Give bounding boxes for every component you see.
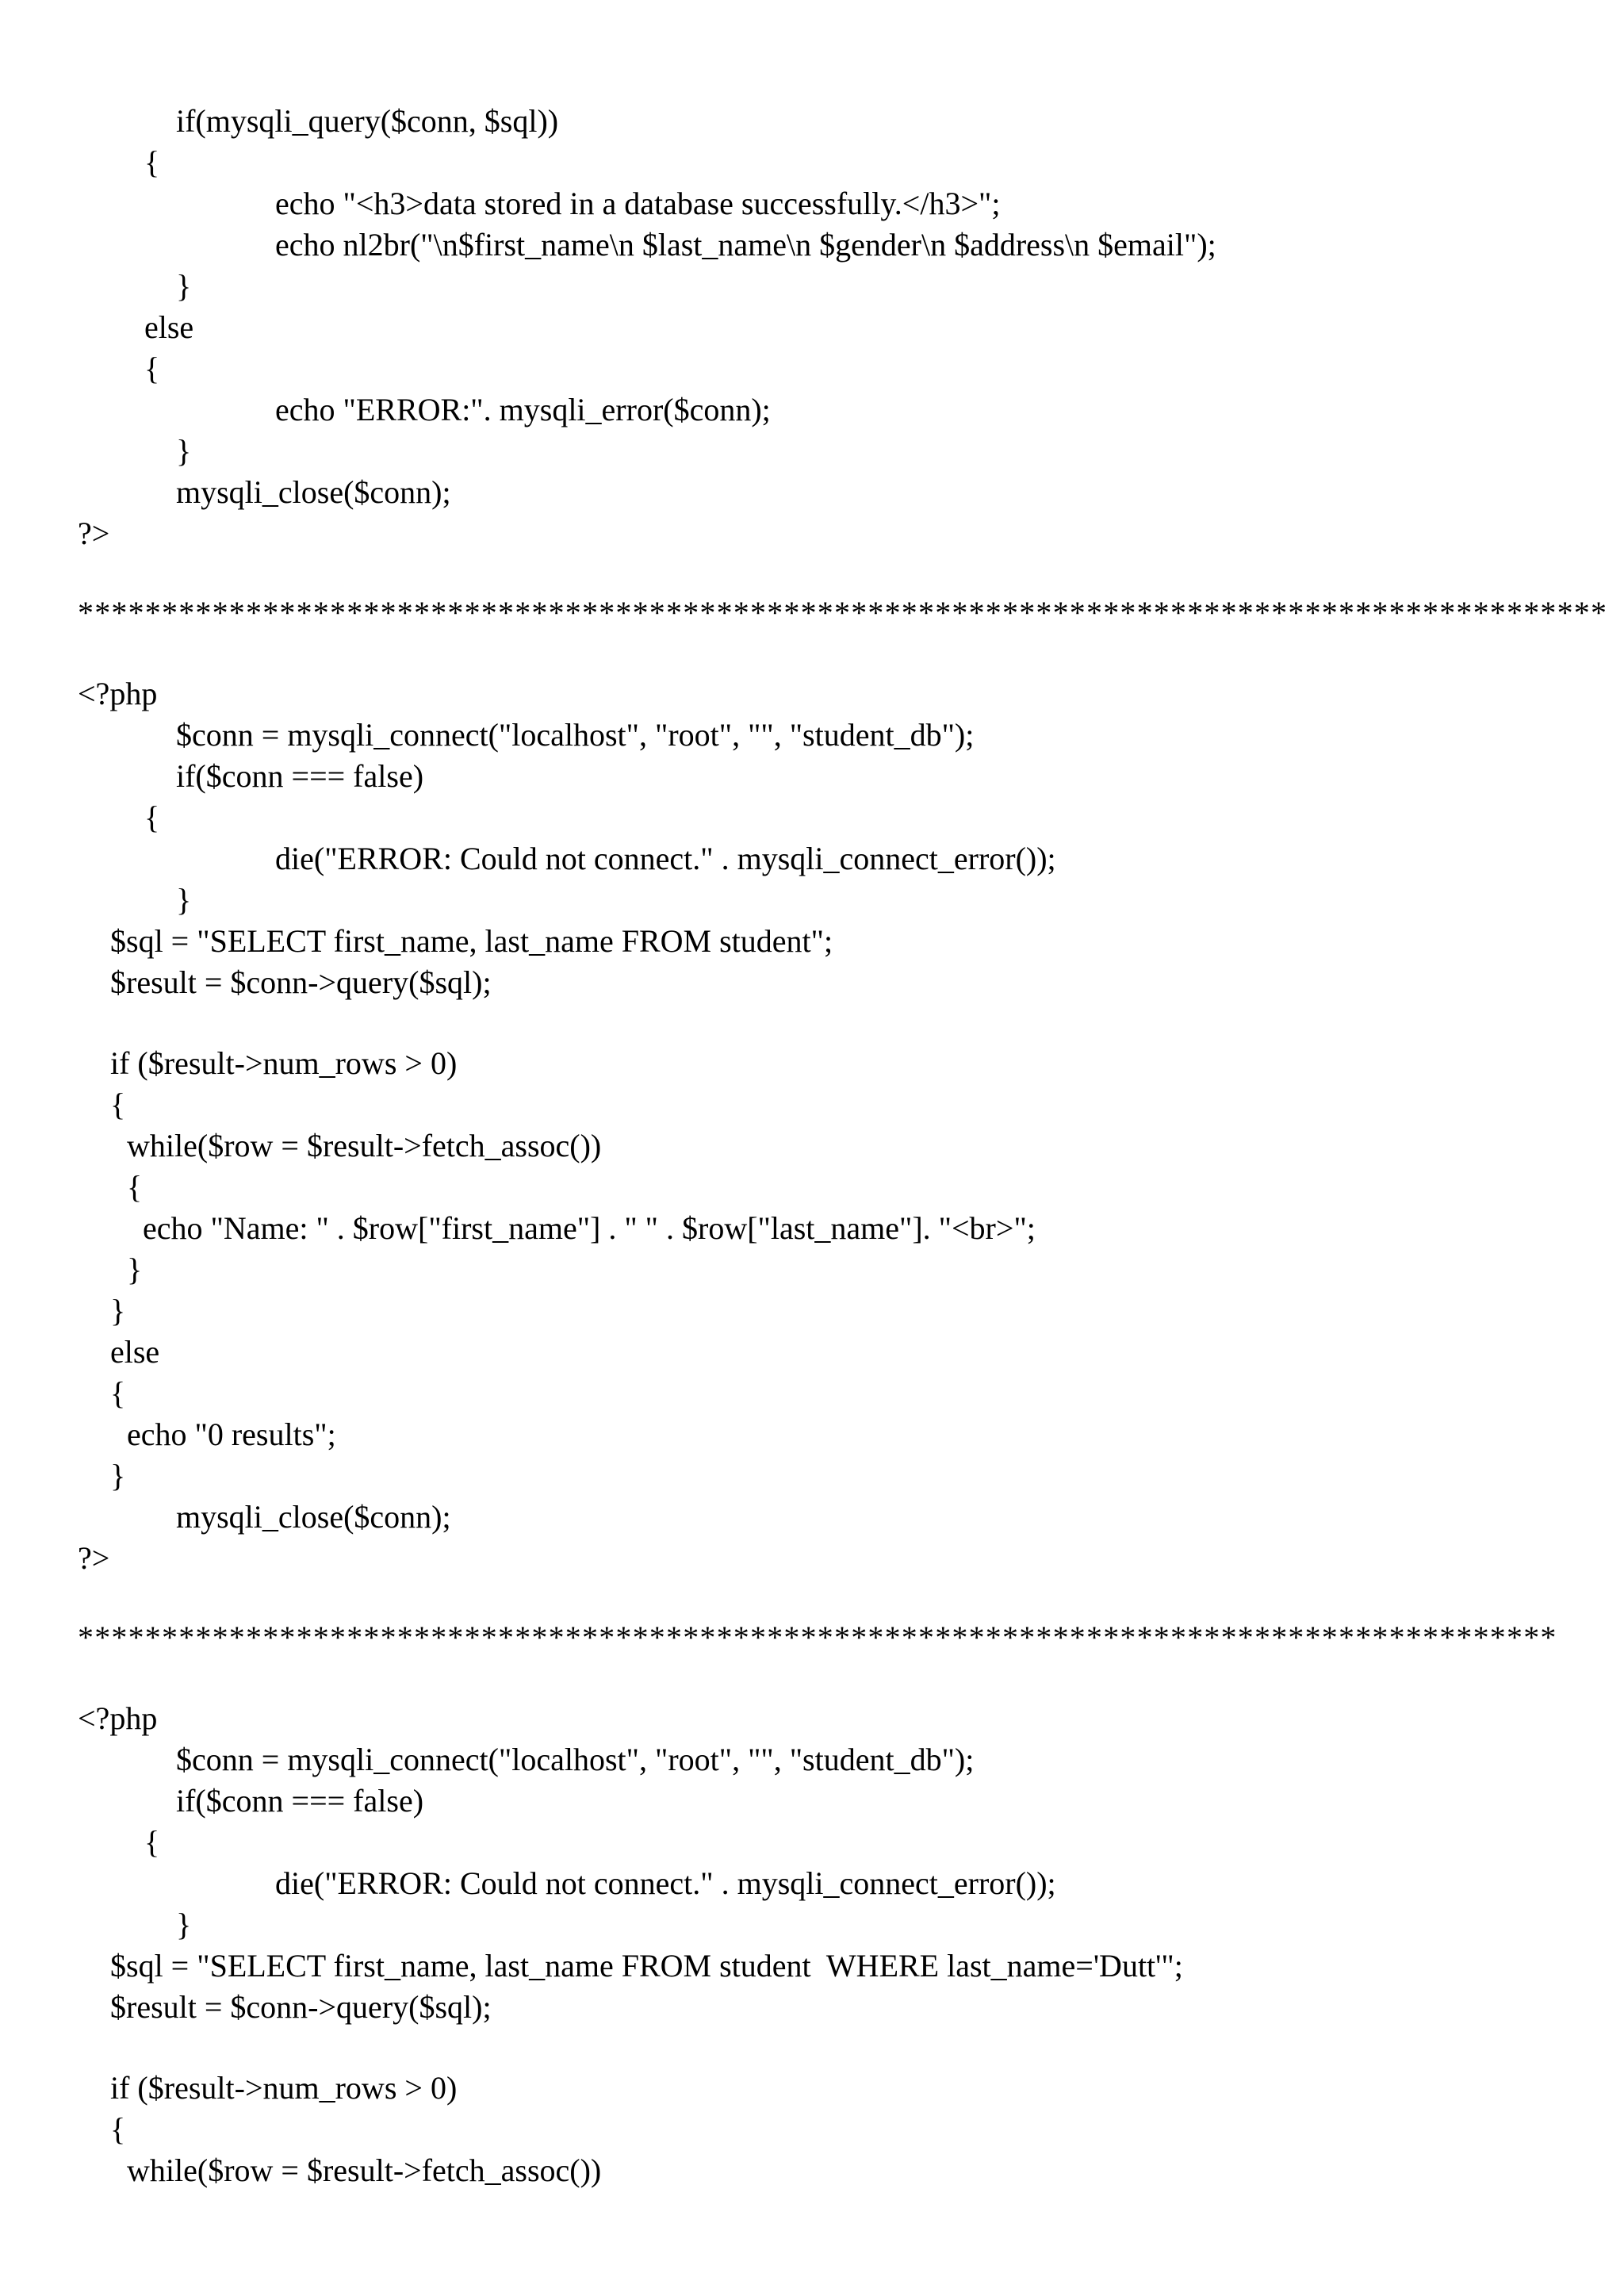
code-line: while($row = $result->fetch_assoc()) xyxy=(127,2152,602,2188)
code-line: $sql = "SELECT first_name, last_name FROM student"; xyxy=(110,923,833,959)
code-line: echo "Name: " . $row["first_name"] . " " . $row["last_name"]. "<br>"; xyxy=(143,1210,1036,1246)
code-line: <?php xyxy=(78,676,158,711)
code-line: { xyxy=(144,144,160,180)
code-line: while($row = $result->fetch_assoc()) xyxy=(127,1128,602,1163)
code-line: else xyxy=(144,309,194,345)
code-line: } xyxy=(127,1251,143,1287)
code-line: $result = $conn->query($sql); xyxy=(110,1989,492,2025)
code-line: if($conn === false) xyxy=(176,758,424,794)
code-line: { xyxy=(110,2111,126,2147)
code-line: { xyxy=(144,1824,160,1860)
code-line: } xyxy=(110,1293,126,1328)
code-line: } xyxy=(176,1907,192,1942)
code-line: $sql = "SELECT first_name, last_name FROM student WHERE last_name='Dutt'"; xyxy=(110,1948,1183,1984)
code-line: ?> xyxy=(78,1540,110,1576)
code-line: else xyxy=(110,1334,160,1370)
code-line: { xyxy=(144,351,160,386)
code-line: die("ERROR: Could not connect." . mysqli_connect_error()); xyxy=(275,841,1056,876)
separator-line: ******************************************************************************************* xyxy=(78,595,1608,631)
code-line: } xyxy=(176,882,192,918)
code-line: ?> xyxy=(78,516,110,551)
code-line: } xyxy=(176,433,192,469)
code-line: echo "ERROR:". mysqli_error($conn); xyxy=(275,392,771,427)
code-line: if(mysqli_query($conn, $sql)) xyxy=(176,103,559,139)
code-line: echo nl2br("\n$first_name\n $last_name\n $gender\n $address\n $email"); xyxy=(275,227,1216,263)
code-line: { xyxy=(110,1375,126,1411)
code-line: if($conn === false) xyxy=(176,1783,424,1819)
separator-line: **************************************************************************************** xyxy=(78,1619,1557,1655)
code-line: { xyxy=(110,1087,126,1122)
code-line: } xyxy=(110,1458,126,1493)
code-line: <?php xyxy=(78,1700,158,1736)
code-line: if ($result->num_rows > 0) xyxy=(110,2070,458,2106)
code-line: if ($result->num_rows > 0) xyxy=(110,1045,458,1081)
code-line: $conn = mysqli_connect("localhost", "root", "", "student_db"); xyxy=(176,1742,975,1777)
code-line: { xyxy=(144,799,160,835)
code-line: $result = $conn->query($sql); xyxy=(110,964,492,1000)
code-line: { xyxy=(127,1169,143,1205)
code-line: echo "0 results"; xyxy=(127,1416,336,1452)
code-line: mysqli_close($conn); xyxy=(176,474,451,510)
code-line: echo "<h3>data stored in a database successfully.</h3>"; xyxy=(275,186,1001,221)
code-line: mysqli_close($conn); xyxy=(176,1499,451,1535)
code-line: } xyxy=(176,268,192,304)
code-line: die("ERROR: Could not connect." . mysqli_connect_error()); xyxy=(275,1865,1056,1901)
code-line: $conn = mysqli_connect("localhost", "root", "", "student_db"); xyxy=(176,717,975,753)
